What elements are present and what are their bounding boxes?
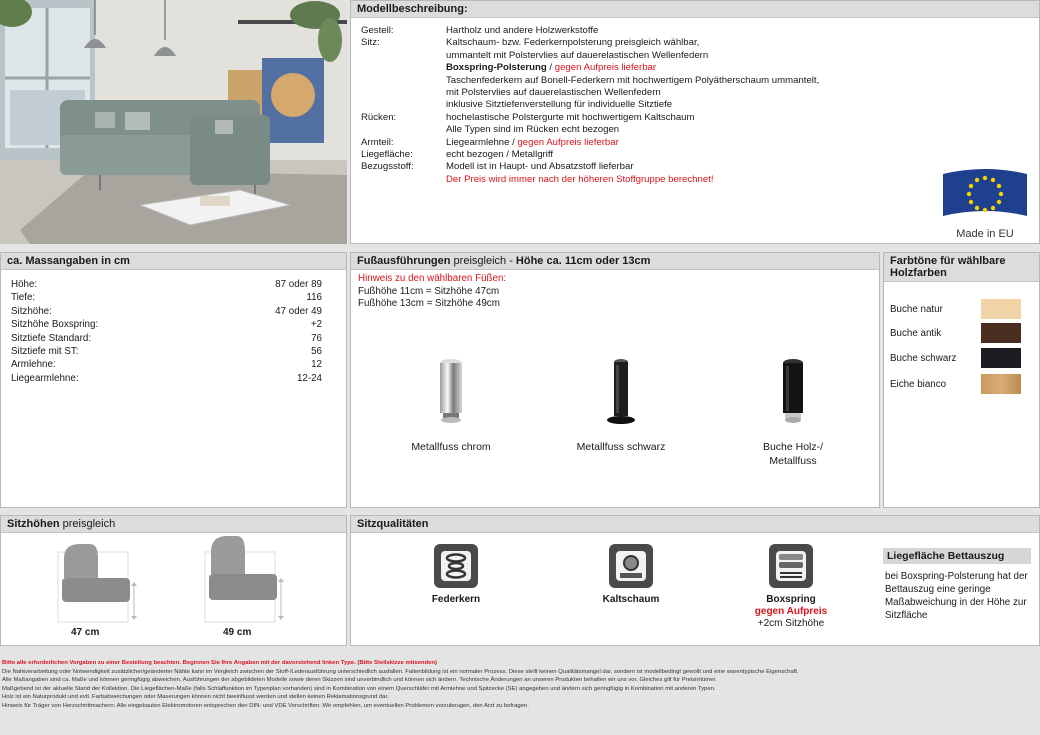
color-option[interactable]: Buche antik (890, 323, 1021, 343)
eu-flag-icon (939, 166, 1031, 224)
note-line: Maßgebend ist der aktuelle Stand der Kollektion. Die Liegeflächen-Maße (falls Schlaffunktion im Typenplan vorhanden) sind in Kombination von einem Querschläfer mit Armlehne und Spitzecke (SE) angegeben und ändern sich geringfügig in Kombination mit anderen Typen. (2, 685, 716, 692)
spring-icon (434, 544, 478, 588)
wood-colors-title: Farbtöne für wählbare Holzfarben (884, 253, 1039, 282)
surcharge-note: gegen Aufpreis lieferbar (554, 62, 657, 74)
feet-hint-line: Fußhöhe 11cm = Sitzhöhe 47cm (358, 285, 500, 297)
foam-icon (609, 544, 653, 588)
price-note: Der Preis wird immer nach der höheren Stoffgruppe berechnet! (446, 173, 714, 185)
feet-title: Fußausführungen preisgleich - Höhe ca. 11cm oder 13cm (351, 253, 879, 270)
dimension-row: Tiefe: 116 (11, 292, 322, 304)
black-foot-icon (603, 357, 639, 427)
quality-kaltschaum: Kaltschaum (591, 544, 671, 606)
made-in-eu-badge (935, 166, 1035, 241)
foot-label: Metallfuss schwarz (576, 441, 666, 453)
dimension-row: Armlehne: 12 (11, 359, 322, 371)
dimension-row: Sitztiefe mit ST: 56 (11, 346, 322, 358)
quality-boxspring: Boxspring gegen Aufpreis +2cm Sitzhöhe (746, 544, 836, 630)
spec-row: mit Polstervlies auf dauerelastischen Wellenfedern (446, 87, 661, 99)
color-swatch (981, 374, 1021, 394)
feet-hint (351, 270, 879, 311)
spec-list (351, 18, 1039, 186)
dimension-row: Sitzhöhe Boxspring: +2 (11, 319, 322, 331)
bed-extension-title: Liegefläche Bettauszug (883, 548, 1031, 564)
beech-foot-icon (773, 357, 813, 427)
boxspring-label: Boxspring-Polsterung (446, 62, 547, 74)
color-option[interactable]: Eiche bianco (890, 374, 1021, 394)
surcharge-note: gegen Aufpreis lieferbar (517, 136, 619, 148)
seat-qualities-title: Sitzqualitäten (351, 516, 1039, 533)
dimension-row: Liegearmlehne: 12-24 (11, 372, 322, 384)
spec-row: Armteil: Liegearmlehne / gegen Aufpreis lieferbar (361, 136, 619, 148)
color-swatch (981, 323, 1021, 343)
product-photo (0, 0, 347, 244)
made-in-eu-text: Made in EU (956, 228, 1014, 240)
legal-notes (0, 655, 1040, 735)
wood-colors-panel (883, 252, 1040, 508)
dimensions-panel (0, 252, 347, 508)
spec-row: Rücken: hochelastische Polstergurte mit hochwertigem Kaltschaum (361, 111, 695, 123)
seat-47-diagram (56, 538, 146, 626)
color-option[interactable]: Buche natur (890, 299, 1021, 319)
chrome-foot-icon (431, 357, 471, 427)
seat-heights-title: Sitzhöhen preisgleich (1, 516, 346, 533)
spec-row: Gestell: Hartholz und andere Holzwerkstoffe (361, 25, 599, 36)
model-description-panel (350, 0, 1040, 244)
spec-row: Alle Typen sind im Rücken echt bezogen (446, 124, 620, 136)
dimensions-title: ca. Massangaben in cm (1, 253, 346, 270)
order-note: Bitte alle erforderlichen Vorgaben zu einer Bestellung beachten. Beginnen Sie Ihre Angaben mit der davorstehend linken Type. (Bitte Stellskizze mitsenden) (2, 660, 437, 666)
dimension-row: Sitztiefe Standard: 76 (11, 332, 322, 344)
note-line: Holz ist ein Naturprodukt und evtl. Farbabweichungen oder Maserungen können nicht beeinflusst werden und stellen keinen Reklamationsgrund dar. (2, 694, 389, 701)
spec-row: Liegefläche: echt bezogen / Metallgriff (361, 149, 554, 161)
color-swatch (981, 348, 1021, 368)
model-description-title: Modellbeschreibung: (351, 1, 1039, 18)
note-line: Hinweis für Träger von Herzschrittmachern: Alle eingebauten Elektromotoren entsprechen den DIN- und VDE Vorschriften. Wir empfehlen, um eventuellen Problemen vorzubeugen, den Arzt zu befragen. (2, 702, 529, 709)
spec-row: Sitz: Kaltschaum- bzw. Federkernpolsterung preisgleich wählbar, (361, 37, 700, 49)
foot-label: Buche Holz-/ Metallfuss (762, 441, 824, 467)
dimension-row: Sitzhöhe: 47 oder 49 (11, 305, 322, 317)
feet-hint-line: Fußhöhe 13cm = Sitzhöhe 49cm (358, 298, 500, 309)
seat-height-label: 49 cm (223, 627, 252, 638)
spec-row: Bezugsstoff: Modell ist in Haupt- und Absatzstoff lieferbar (361, 161, 634, 173)
sofa-room-image (0, 0, 347, 244)
bed-extension-text: bei Boxspring-Polsterung hat der Bettauszug eine geringe Maßabweichung in der Höhe zur Sitzfläche (885, 571, 1028, 621)
spec-row: Taschenfederkern auf Bonell-Federkern mit hochwertigem Polyätherschaum ummantelt, (446, 74, 820, 86)
dimension-row: Höhe: 87 oder 89 (11, 279, 322, 290)
quality-federkern: Federkern (416, 544, 496, 606)
spec-row: ummantelt mit Polstervlies auf dauerelastischen Wellenfedern (446, 49, 709, 61)
note-line: Alle Maßangaben sind ca. Maße und können geringfügig abweichen. Ausführungen der abgebildeten Modelle sowie deren Skizzen sind unverbindlich und können sich ändern. Technische Änderungen an unseren Produkten behalten wir uns vor. Gleiches gilt für Preisirrtümer. (2, 677, 717, 684)
color-swatch (981, 299, 1021, 319)
feet-hint-title: Hinweis zu den wählbaren Füßen: (358, 273, 507, 284)
spec-row: Boxspring-Polsterung / gegen Aufpreis lieferbar (446, 62, 657, 74)
foot-label: Metallfuss chrom (411, 441, 491, 453)
seat-height-label: 47 cm (71, 627, 100, 638)
note-line: Die Nahtverarbeitung oder Notwendigkeit zusätzlicher/geänderter Nähte kann im Vergleich zwischen der Stoff-/Lederausführung unterschiedlich ausfallen. Faltenbildung ist ein normaler Prozess. Diese stellt keinen Qualitätsmangel dar, sondern ist modellbedingt gewollt und eine warentypische Eigenschaft. (2, 668, 799, 675)
spec-row: inklusive Sitztiefenverstellung für individuelle Sitztiefe (446, 99, 673, 111)
seat-heights-panel (0, 515, 347, 646)
seat-qualities-panel (350, 515, 1040, 646)
feet-panel (350, 252, 880, 508)
boxspring-icon (769, 544, 813, 588)
color-option[interactable]: Buche schwarz (890, 348, 1021, 368)
dimensions-list (1, 270, 346, 385)
seat-49-diagram (203, 534, 293, 626)
